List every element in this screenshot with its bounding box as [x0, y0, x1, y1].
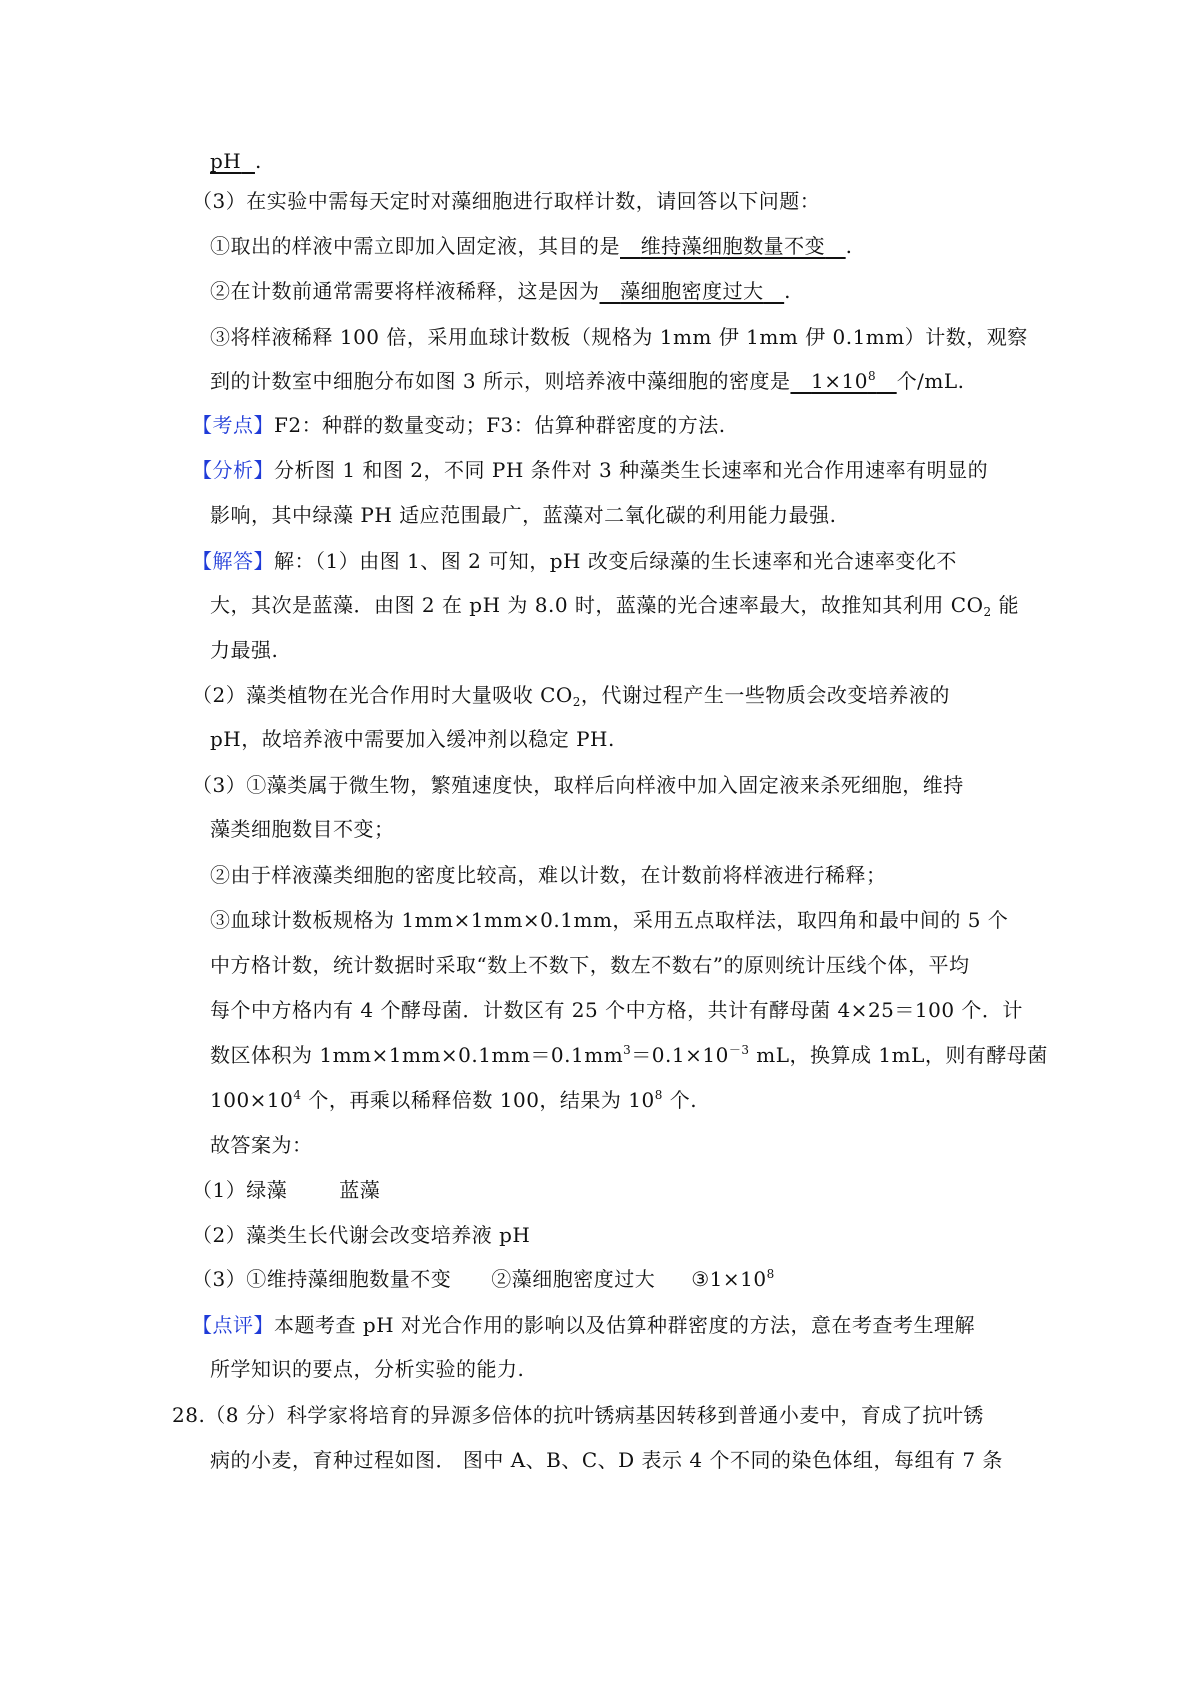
dianping-line1: 【点评】本题考查 pH 对光合作用的影响以及估算种群密度的方法，意在考查考生理解: [192, 1313, 975, 1337]
jieda-line3: 力最强.: [210, 638, 279, 662]
answer-3: （3）①维持藻细胞数量不变 ②藻细胞密度过大 $③1\times 10^8$: [192, 1267, 775, 1291]
answer-density: $1\times 10^8$: [811, 369, 877, 393]
jieda-part3-line5: 中方格计数，统计数据时采取“数上不数下，数左不数右”的原则统计压线个体，平均: [210, 953, 970, 977]
question-3: （3）在实验中需每天定时对藻细胞进行取样计数，请回答以下问题：: [192, 189, 821, 213]
jieda-part3-line8: $100\times 10^4$ 个，再乘以稀释倍数 100，结果为 $10^8$ 个.: [210, 1088, 698, 1112]
kaodian-line: 【考点】F2：种群的数量变动；F3：估算种群密度的方法.: [192, 413, 726, 437]
jieda-part3-line3: ②由于样液藻类细胞的密度比较高，难以计数，在计数前将样液进行稀释；: [210, 863, 887, 887]
answer-line-ph: pH .: [210, 149, 262, 173]
question-28-line2: 病的小麦，育种过程如图． 图中 A、B、C、D 表示 4 个不同的染色体组，每组有 7 条: [210, 1448, 1003, 1472]
sub-question-1: ①取出的样液中需立即加入固定液，其目的是 维持藻细胞数量不变 .: [210, 234, 853, 258]
jieda-part3-line7: 数区体积为 $1mm\times 1mm\times 0.1mm=0.1mm^3=0.1\times 10^{-3}$ mL，换算成 1mL，则有酵母菌: [210, 1043, 1048, 1067]
dianping-line2: 所学知识的要点，分析实验的能力.: [210, 1357, 525, 1381]
fenxi-line2: 影响，其中绿藻 PH 适应范围最广，蓝藻对二氧化碳的利用能力最强.: [210, 503, 837, 527]
jieda-part2-line1: （2）藻类植物在光合作用时大量吸收 $CO_2$，代谢过程产生一些物质会改变培养液的: [192, 683, 950, 709]
jieda-line1: 【解答】解：（1）由图 1、图 2 可知，pH 改变后绿藻的生长速率和光合速率变化不: [192, 549, 957, 573]
sub-question-3-line1: ③将样液稀释 100 倍，采用血球计数板（规格为 1mm 伊 1mm 伊 0.1mm）计数，观察: [210, 325, 1028, 349]
fenxi-line1: 【分析】分析图 1 和图 2，不同 PH 条件对 3 种藻类生长速率和光合作用速率有明显的: [192, 458, 989, 482]
answer-dilute: 藻细胞密度过大: [620, 279, 764, 303]
jieda-part3-line4: ③血球计数板规格为 1mm×1mm×0.1mm，采用五点取样法，取四角和最中间的 5 个: [210, 908, 1009, 932]
kaodian-tag: 【考点】: [192, 413, 274, 437]
jieda-part2-line2: pH，故培养液中需要加入缓冲剂以稳定 PH.: [210, 727, 615, 751]
answer-heading: 故答案为：: [210, 1133, 313, 1157]
question-28-line1: 28.（8 分）科学家将培育的异源多倍体的抗叶锈病基因转移到普通小麦中，育成了抗叶锈: [172, 1403, 984, 1427]
jieda-part3-line1: （3）①藻类属于微生物，繁殖速度快，取样后向样液中加入固定液来杀死细胞，维持: [192, 773, 964, 797]
jieda-part3-line2: 藻类细胞数目不变；: [210, 817, 395, 841]
sub-question-2: ②在计数前通常需要将样液稀释，这是因为 藻细胞密度过大 .: [210, 279, 792, 303]
fenxi-tag: 【分析】: [192, 458, 274, 482]
answer-2: （2）藻类生长代谢会改变培养液 pH: [192, 1223, 531, 1247]
jieda-part3-line6: 每个中方格内有 4 个酵母菌．计数区有 25 个中方格，共计有酵母菌 4×25＝100 个．计: [210, 998, 1023, 1022]
sub-question-3-line2: 到的计数室中细胞分布如图 3 所示，则培养液中藻细胞的密度是 $1\times 10^8$ 个/mL.: [210, 369, 965, 393]
answer-fix: 维持藻细胞数量不变: [640, 234, 826, 258]
answer-1: （1）绿藻 蓝藻: [192, 1178, 381, 1202]
jieda-line2: 大，其次是蓝藻．由图 2 在 pH 为 8.0 时，蓝藻的光合速率最大，故推知其利用 $CO_2$ 能: [210, 593, 1019, 619]
answer-ph: pH: [210, 149, 242, 173]
dianping-tag: 【点评】: [192, 1313, 274, 1337]
jieda-tag: 【解答】: [192, 549, 274, 573]
